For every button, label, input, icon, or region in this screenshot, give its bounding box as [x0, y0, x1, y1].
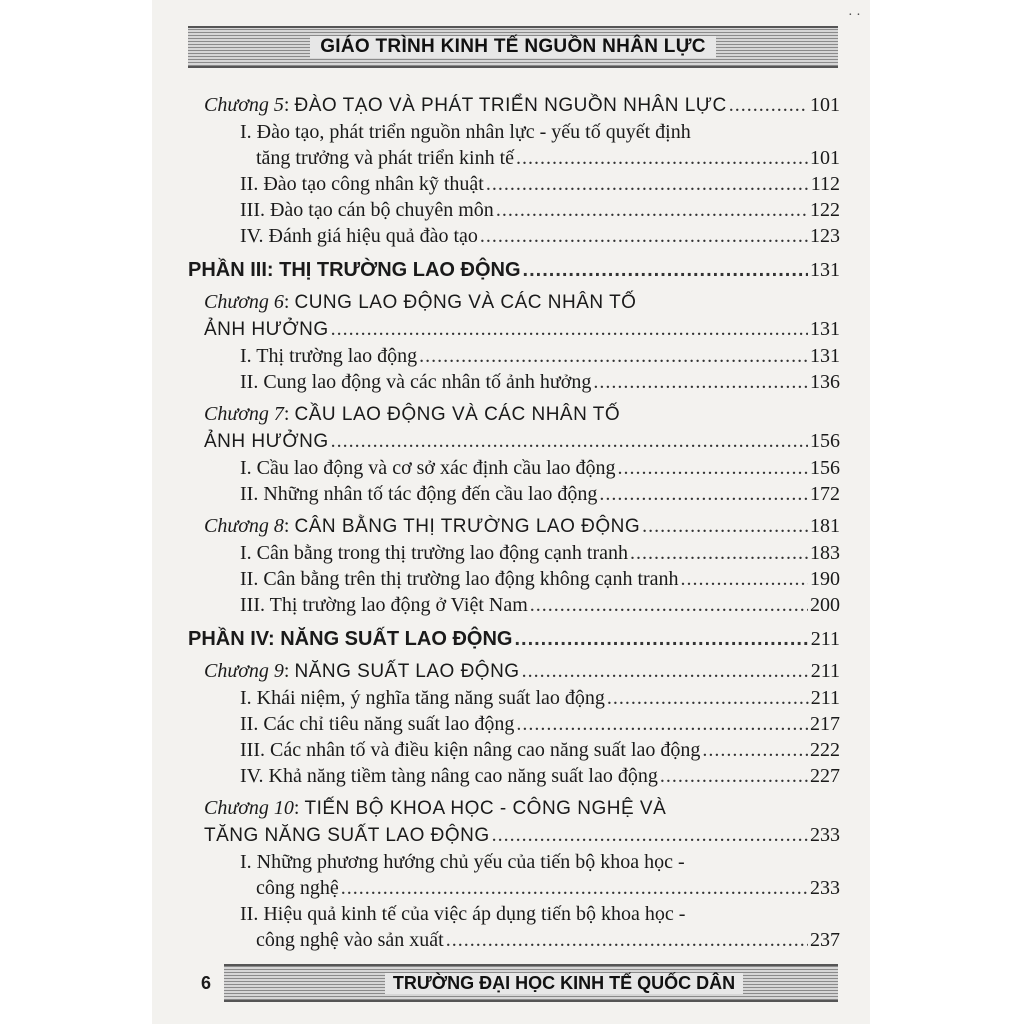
leader-dots: [681, 566, 808, 592]
page-number: 233: [810, 824, 840, 846]
toc-section: [188, 197, 840, 223]
leader-dots: [516, 711, 808, 737]
leader-dots: [492, 822, 808, 848]
toc-chapter-continued: [188, 822, 840, 849]
leader-dots: [642, 513, 808, 539]
section-title: I. Khái niệm, ý nghĩa tăng năng suất lao động: [240, 687, 605, 709]
section-title: I. Những phương hướng chủ yếu của tiến bộ khoa học -: [240, 851, 685, 873]
page-number: 156: [810, 457, 840, 479]
leader-dots: [331, 316, 808, 342]
table-of-contents: [188, 92, 840, 953]
toc-chapter-continued: [188, 316, 840, 343]
toc-chapter-10: Chương 10: TIẾN BỘ KHOA HỌC - CÔNG NGHỆ VÀ: [204, 797, 667, 819]
toc-part-3: [188, 257, 840, 283]
part-title: PHẦN III: THỊ TRƯỜNG LAO ĐỘNG: [188, 259, 521, 281]
section-title: III. Thị trường lao động ở Việt Nam: [240, 594, 528, 616]
leader-dots: [522, 658, 809, 684]
section-title: I. Cân bằng trong thị trường lao động cạnh tranh: [240, 542, 628, 564]
section-title: II. Các chỉ tiêu năng suất lao động: [240, 713, 515, 735]
page-number: 200: [810, 594, 840, 616]
toc-chapter-6: Chương 6: CUNG LAO ĐỘNG VÀ CÁC NHÂN TỐ: [204, 291, 637, 313]
toc-section-continued: [188, 927, 840, 953]
toc-section: [188, 685, 840, 711]
leader-dots: [446, 927, 808, 953]
chapter-label: Chương 7: [204, 403, 284, 425]
page-number: 190: [810, 568, 840, 590]
chapter-title: TĂNG NĂNG SUẤT LAO ĐỘNG: [204, 825, 490, 846]
chapter-title: ĐÀO TẠO VÀ PHÁT TRIỂN NGUỒN NHÂN LỰC: [294, 95, 727, 116]
page-number: 122: [810, 199, 840, 221]
toc-part-4: [188, 626, 840, 652]
section-title: công nghệ: [256, 877, 339, 899]
toc-section: [188, 171, 840, 197]
toc-section: [188, 369, 840, 395]
part-title: PHẦN IV: NĂNG SUẤT LAO ĐỘNG: [188, 628, 513, 650]
leader-dots: [516, 145, 808, 171]
leader-dots: [702, 737, 808, 763]
footer-page-number: 6: [188, 964, 224, 1002]
page-number: 101: [810, 94, 840, 116]
page-number: 131: [810, 318, 840, 340]
page-number: 123: [810, 225, 840, 247]
page-number: 136: [810, 371, 840, 393]
leader-dots: [729, 92, 808, 118]
section-title: IV. Đánh giá hiệu quả đào tạo: [240, 225, 478, 247]
leader-dots: [514, 626, 808, 652]
toc-chapter-continued: [188, 428, 840, 455]
toc-section: [188, 901, 840, 927]
toc-chapter-9: Chương 9: NĂNG SUẤT LAO ĐỘNG ..... 211: [188, 658, 840, 685]
leader-dots: [419, 343, 808, 369]
chapter-label: Chương 9: [204, 660, 284, 682]
toc-section: [188, 849, 840, 875]
toc-section: [188, 119, 840, 145]
toc-section: [188, 455, 840, 481]
leader-dots: [331, 428, 808, 454]
leader-dots: [496, 197, 808, 223]
toc-section: [188, 343, 840, 369]
running-footer-title: TRƯỜNG ĐẠI HỌC KINH TẾ QUỐC DÂN: [385, 973, 743, 994]
chapter-label: Chương 10: [204, 797, 294, 819]
chapter-title: CẦU LAO ĐỘNG VÀ CÁC NHÂN TỐ: [294, 404, 621, 425]
page-number: 181: [810, 515, 840, 537]
running-header: [188, 26, 838, 68]
chapter-title: NĂNG SUẤT LAO ĐỘNG: [294, 661, 520, 682]
chapter-label: Chương 5: [204, 94, 284, 116]
chapter-label: Chương 8: [204, 515, 284, 537]
page-number: 112: [810, 173, 840, 195]
page-number: 156: [810, 430, 840, 452]
section-title: II. Cung lao động và các nhân tố ảnh hưởng: [240, 371, 592, 393]
section-title: III. Đào tạo cán bộ chuyên môn: [240, 199, 494, 221]
toc-chapter-7: Chương 7: CẦU LAO ĐỘNG VÀ CÁC NHÂN TỐ: [204, 403, 621, 425]
leader-dots: [660, 763, 808, 789]
toc-section: [188, 763, 840, 789]
toc-section: [188, 737, 840, 763]
page-number: 172: [810, 483, 840, 505]
toc-section-continued: [188, 145, 840, 171]
leader-dots: [599, 481, 808, 507]
corner-mark: · ·: [848, 8, 861, 23]
page-number: 217: [810, 713, 840, 735]
chapter-title: TIẾN BỘ KHOA HỌC - CÔNG NGHỆ VÀ: [304, 798, 667, 819]
toc-section: [188, 540, 840, 566]
page-number: 237: [810, 929, 840, 951]
running-header-title: GIÁO TRÌNH KINH TẾ NGUỒN NHÂN LỰC: [310, 36, 716, 58]
section-title: tăng trưởng và phát triển kinh tế: [256, 147, 515, 169]
section-title: II. Những nhân tố tác động đến cầu lao động: [240, 483, 598, 505]
leader-dots: [630, 540, 808, 566]
toc-section: [188, 592, 840, 618]
leader-dots: [523, 257, 808, 283]
leader-dots: [341, 875, 808, 901]
section-title: IV. Khả năng tiềm tàng nâng cao năng suất lao động: [240, 765, 658, 787]
section-title: I. Thị trường lao động: [240, 345, 418, 367]
section-title: I. Cầu lao động và cơ sở xác định cầu lao động: [240, 457, 616, 479]
toc-section-continued: [188, 875, 840, 901]
section-title: công nghệ vào sản xuất: [256, 929, 444, 951]
page-number: 227: [810, 765, 840, 787]
section-title: III. Các nhân tố và điều kiện nâng cao năng suất lao động: [240, 739, 701, 761]
page-number: 211: [810, 628, 840, 650]
page-number: 211: [810, 687, 840, 709]
page-number: 222: [810, 739, 840, 761]
leader-dots: [607, 685, 809, 711]
leader-dots: [480, 223, 808, 249]
section-title: II. Hiệu quả kinh tế của việc áp dụng tiến bộ khoa học -: [240, 903, 686, 925]
page-number: 233: [810, 877, 840, 899]
page-number: 211: [810, 660, 840, 682]
running-footer: [290, 964, 838, 1002]
leader-dots: [593, 369, 808, 395]
leader-dots: [618, 455, 809, 481]
section-title: I. Đào tạo, phát triển nguồn nhân lực - yếu tố quyết định: [240, 121, 691, 143]
toc-section: [188, 566, 840, 592]
chapter-title: CÂN BẰNG THỊ TRƯỜNG LAO ĐỘNG: [294, 516, 641, 537]
chapter-title: ẢNH HƯỞNG: [204, 319, 329, 340]
chapter-title: ẢNH HƯỞNG: [204, 431, 329, 452]
section-title: II. Cân bằng trên thị trường lao động không cạnh tranh: [240, 568, 679, 590]
toc-section: [188, 223, 840, 249]
chapter-label: Chương 6: [204, 291, 284, 313]
page-number: 131: [810, 345, 840, 367]
page-number: 183: [810, 542, 840, 564]
page-number: 131: [810, 259, 840, 281]
toc-section: [188, 481, 840, 507]
page-number: 101: [810, 147, 840, 169]
chapter-title: CUNG LAO ĐỘNG VÀ CÁC NHÂN TỐ: [294, 292, 637, 313]
toc-section: [188, 711, 840, 737]
section-title: II. Đào tạo công nhân kỹ thuật: [240, 173, 484, 195]
toc-chapter-8: Chương 8: CÂN BẰNG THỊ TRƯỜNG LAO ĐỘNG ..... 181: [188, 513, 840, 540]
leader-dots: [486, 171, 809, 197]
toc-chapter-5: Chương 5: ĐÀO TẠO VÀ PHÁT TRIỂN NGUỒN NHÂN LỰC ..... 101: [188, 92, 840, 119]
leader-dots: [530, 592, 808, 618]
